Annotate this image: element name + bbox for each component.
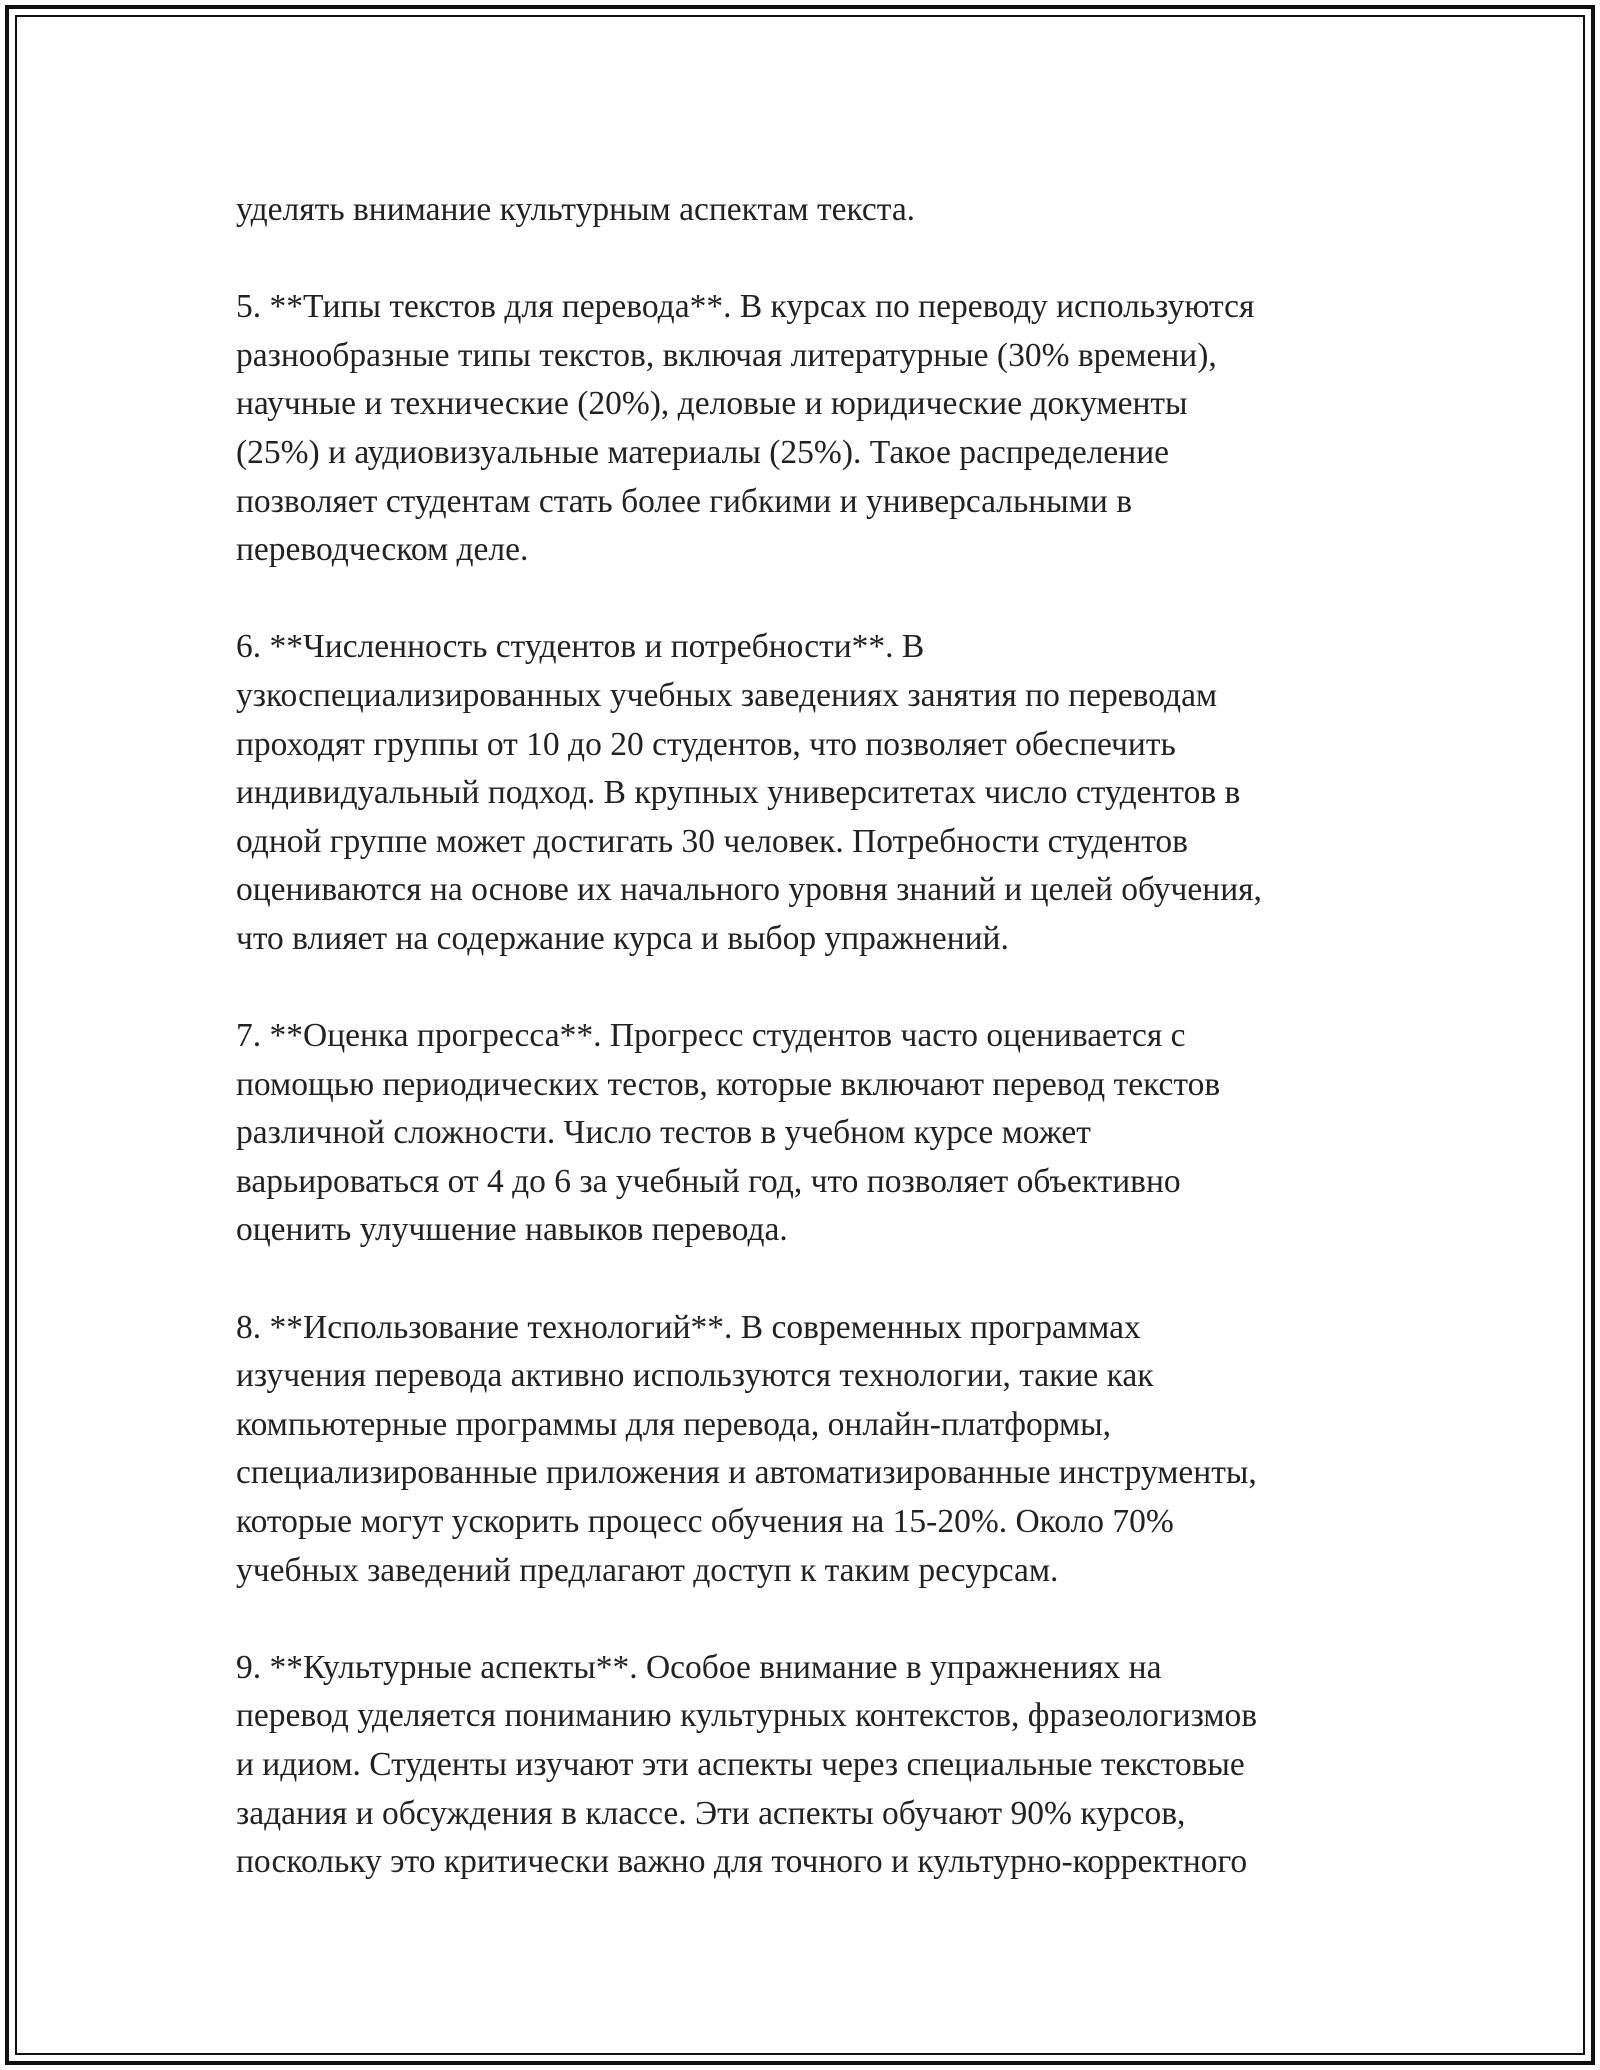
paragraph-cultural-aspects: 9. **Культурные аспекты**. Особое внимание в упражнениях на перевод уделяется пониманию культурных контекстов, фразеологизмов и идиом. Студенты изучают эти аспекты через специальные текстовые задания и обсуждения в классе. Эти аспекты обучают 90% курсов, поскольку это критически важно для точного и культурно-корректного [236,1648,1258,1881]
paragraph-continuation: уделять внимание культурным аспектам текста. [236,191,916,228]
paragraph-text-types: 5. **Типы текстов для перевода**. В курсах по переводу используются разнообразные типы текстов, включая литературные (30% времени), научные и технические (20%), деловые и юридические документы (25%) и аудиовизуальные материалы (25%). Такое распределение позволяет студентам стать более гибкими и универсальными в переводческом деле. [236,288,1255,569]
paragraph-progress-assessment: 7. **Оценка прогресса**. Прогресс студентов часто оценивается с помощью периодических тестов, которые включают перевод текстов различной сложности. Число тестов в учебном курсе может варьироваться от 4 до 6 за учебный год, что позволяет объективно оценить улучшение навыков перевода. [236,1017,1221,1249]
paragraph-student-numbers: 6. **Численность студентов и потребности**. В узкоспециализированных учебных заведениях занятия по переводам проходят группы от 10 до 20 студентов, что позволяет обеспечить индивидуальный подход. В крупных университетах число студентов в одной группе может достигать 30 человек. Потребности студентов оцениваются на основе их начального уровня знаний и целей обучения, что влияет на содержание курса и выбор упражнений. [236,628,1262,957]
paragraph-technology-use: 8. **Использование технологий**. В современных программах изучения перевода активно используются технологии, такие как компьютерные программы для перевода, онлайн-платформы, специализированные приложения и автоматизированные инструменты, которые могут ускорить процесс обучения на 15-20%. Около 70% учебных заведений предлагают доступ к таким ресурсам. [236,1308,1257,1589]
document-body [236,186,1396,1887]
